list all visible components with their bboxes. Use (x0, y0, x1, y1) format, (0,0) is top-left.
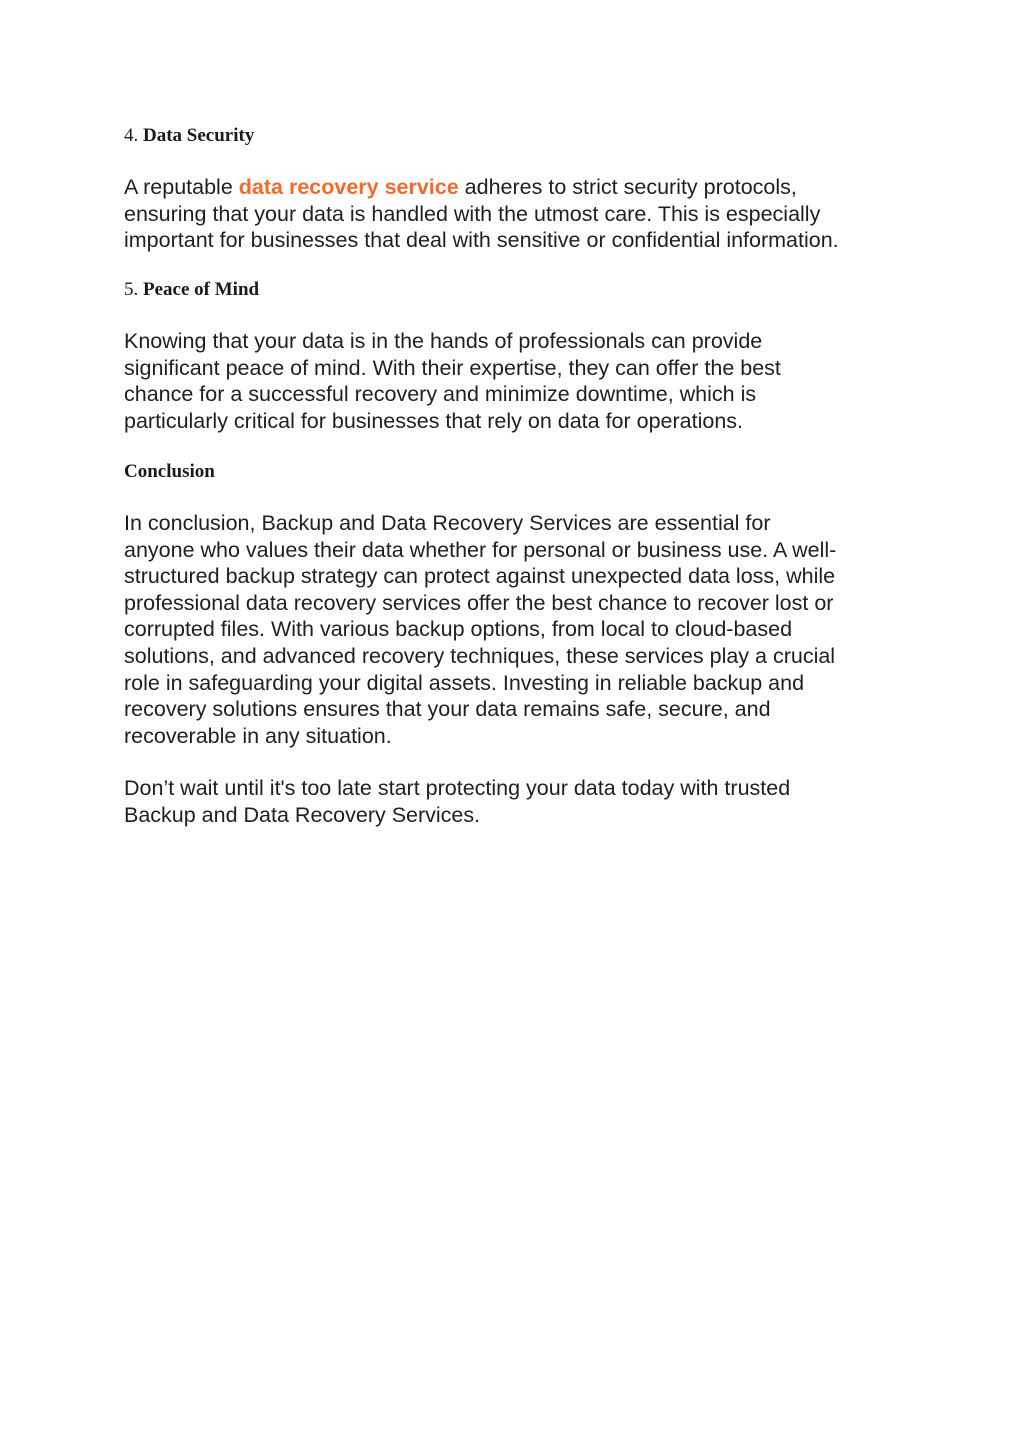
paragraph-line: Don’t wait until it's too late start protecting your data today with trusted (124, 776, 791, 800)
paragraph-closing (124, 775, 914, 828)
text-span: adheres to strict security protocols, (458, 175, 797, 199)
paragraph-line: corrupted files. With various backup options, from local to cloud-based (124, 617, 793, 642)
paragraph-line: role in safeguarding your digital assets. Investing in reliable backup and (124, 670, 805, 695)
paragraph-peace-of-mind (124, 328, 914, 434)
section-title: Data Security (143, 125, 255, 146)
paragraph-data-security (124, 174, 914, 254)
paragraph-line (124, 174, 914, 201)
section-number: 5. (124, 279, 139, 300)
paragraph-conclusion (124, 510, 914, 749)
paragraph-line: recoverable in any situation. (124, 723, 392, 748)
data-recovery-service-link[interactable]: data recovery service (238, 175, 459, 199)
paragraph-line: recovery solutions ensures that your data remains safe, secure, and (124, 697, 771, 722)
section-heading-data-security (124, 125, 254, 147)
paragraph-line: In conclusion, Backup and Data Recovery Services are essential for (124, 511, 771, 535)
paragraph-line: solutions, and advanced recovery techniques, these services play a crucial (124, 643, 836, 668)
paragraph-line: anyone who values their data whether for personal or business use. A well- (124, 537, 837, 562)
paragraph-line: professional data recovery services offer the best chance to recover lost or (124, 590, 834, 615)
paragraph-line: important for businesses that deal with sensitive or confidential information. (124, 228, 839, 253)
paragraph-line: Knowing that your data is in the hands of professionals can provide (124, 329, 763, 353)
section-heading-conclusion (124, 461, 215, 483)
paragraph-line: ensuring that your data is handled with the utmost care. This is especially (124, 201, 821, 226)
paragraph-line: structured backup strategy can protect against unexpected data loss, while (124, 564, 836, 589)
section-title: Conclusion (124, 461, 215, 482)
paragraph-line: significant peace of mind. With their expertise, they can offer the best (124, 355, 781, 380)
paragraph-line: particularly critical for businesses that rely on data for operations. (124, 408, 744, 433)
text-span: A reputable (124, 175, 239, 199)
paragraph-line: chance for a successful recovery and minimize downtime, which is (124, 382, 757, 407)
section-title: Peace of Mind (143, 279, 260, 300)
section-number: 4. (124, 125, 139, 146)
paragraph-line: Backup and Data Recovery Services. (124, 802, 481, 827)
section-heading-peace-of-mind (124, 279, 259, 301)
